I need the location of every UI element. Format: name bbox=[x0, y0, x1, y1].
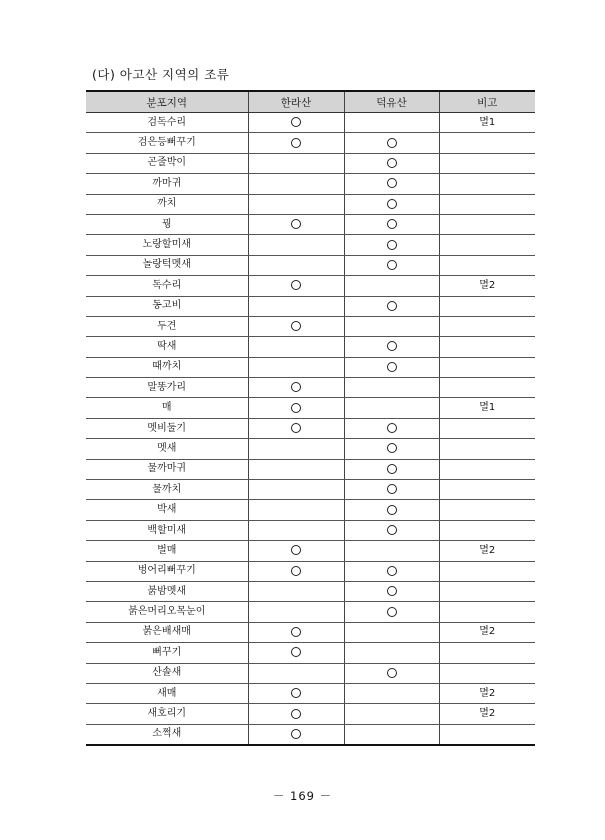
bird-name-cell: 멧비둘기 bbox=[86, 418, 248, 438]
remarks-cell bbox=[439, 520, 535, 540]
hallasan-cell bbox=[248, 663, 344, 683]
table-header-row bbox=[86, 91, 535, 113]
bird-distribution-table bbox=[86, 90, 535, 746]
remarks-cell bbox=[439, 581, 535, 601]
deogyusan-cell bbox=[344, 337, 439, 357]
bird-name-cell: 뻐꾸기 bbox=[86, 643, 248, 663]
table-row bbox=[86, 541, 535, 561]
remarks-cell: 멸1 bbox=[439, 113, 535, 133]
table-row bbox=[86, 480, 535, 500]
table-row bbox=[86, 255, 535, 275]
remarks-cell: 멸2 bbox=[439, 276, 535, 296]
header-deogyusan: 덕유산 bbox=[344, 91, 439, 113]
table-row bbox=[86, 378, 535, 398]
deogyusan-cell bbox=[344, 500, 439, 520]
presence-mark bbox=[291, 403, 301, 413]
remarks-cell bbox=[439, 214, 535, 234]
table-row bbox=[86, 459, 535, 479]
presence-mark bbox=[291, 566, 301, 576]
hallasan-cell bbox=[248, 296, 344, 316]
remarks-cell bbox=[439, 133, 535, 153]
table-row bbox=[86, 683, 535, 703]
table-row bbox=[86, 113, 535, 133]
deogyusan-cell bbox=[344, 561, 439, 581]
bird-name-cell: 곤줄박이 bbox=[86, 153, 248, 173]
presence-mark bbox=[387, 178, 397, 188]
presence-mark bbox=[291, 219, 301, 229]
hallasan-cell bbox=[248, 194, 344, 214]
presence-mark bbox=[291, 688, 301, 698]
bird-name-cell: 검독수리 bbox=[86, 113, 248, 133]
deogyusan-cell bbox=[344, 520, 439, 540]
table-row bbox=[86, 418, 535, 438]
remarks-cell: 멸2 bbox=[439, 704, 535, 724]
bird-name-cell: 백할미새 bbox=[86, 520, 248, 540]
table-row bbox=[86, 500, 535, 520]
remarks-cell bbox=[439, 337, 535, 357]
presence-mark bbox=[387, 423, 397, 433]
deogyusan-cell bbox=[344, 194, 439, 214]
presence-mark bbox=[291, 709, 301, 719]
hallasan-cell bbox=[248, 622, 344, 642]
remarks-cell bbox=[439, 174, 535, 194]
hallasan-cell bbox=[248, 439, 344, 459]
bird-name-cell: 벙어리뻐꾸기 bbox=[86, 561, 248, 581]
deogyusan-cell bbox=[344, 296, 439, 316]
bird-name-cell: 물까치 bbox=[86, 480, 248, 500]
table-row bbox=[86, 704, 535, 724]
remarks-cell bbox=[439, 500, 535, 520]
table-row bbox=[86, 316, 535, 336]
deogyusan-cell bbox=[344, 683, 439, 703]
presence-mark bbox=[387, 362, 397, 372]
deogyusan-cell bbox=[344, 276, 439, 296]
bird-name-cell: 붉밤멧새 bbox=[86, 581, 248, 601]
hallasan-cell bbox=[248, 541, 344, 561]
presence-mark bbox=[387, 443, 397, 453]
bird-name-cell: 동고비 bbox=[86, 296, 248, 316]
deogyusan-cell bbox=[344, 541, 439, 561]
deogyusan-cell bbox=[344, 459, 439, 479]
bird-name-cell: 새매 bbox=[86, 683, 248, 703]
remarks-cell bbox=[439, 480, 535, 500]
table-row bbox=[86, 663, 535, 683]
hallasan-cell bbox=[248, 418, 344, 438]
table-row bbox=[86, 602, 535, 622]
deogyusan-cell bbox=[344, 214, 439, 234]
bird-name-cell: 두견 bbox=[86, 316, 248, 336]
presence-mark bbox=[387, 566, 397, 576]
bird-name-cell: 노랑할미새 bbox=[86, 235, 248, 255]
hallasan-cell bbox=[248, 357, 344, 377]
bird-name-cell: 독수리 bbox=[86, 276, 248, 296]
presence-mark bbox=[387, 484, 397, 494]
bird-name-cell: 놀랑턱멧새 bbox=[86, 255, 248, 275]
hallasan-cell bbox=[248, 255, 344, 275]
presence-mark bbox=[387, 607, 397, 617]
deogyusan-cell bbox=[344, 602, 439, 622]
presence-mark bbox=[291, 423, 301, 433]
hallasan-cell bbox=[248, 480, 344, 500]
bird-name-cell: 때까치 bbox=[86, 357, 248, 377]
bird-name-cell: 붉은머리오목눈이 bbox=[86, 602, 248, 622]
table-row bbox=[86, 133, 535, 153]
table-row bbox=[86, 194, 535, 214]
table-row bbox=[86, 643, 535, 663]
presence-mark bbox=[387, 219, 397, 229]
hallasan-cell bbox=[248, 276, 344, 296]
table-row bbox=[86, 235, 535, 255]
presence-mark bbox=[291, 729, 301, 739]
hallasan-cell bbox=[248, 235, 344, 255]
remarks-cell bbox=[439, 378, 535, 398]
hallasan-cell bbox=[248, 174, 344, 194]
bird-name-cell: 소쩍새 bbox=[86, 724, 248, 745]
table-row bbox=[86, 520, 535, 540]
table-row bbox=[86, 439, 535, 459]
remarks-cell bbox=[439, 602, 535, 622]
remarks-cell: 멸1 bbox=[439, 398, 535, 418]
presence-mark bbox=[387, 525, 397, 535]
presence-mark bbox=[387, 464, 397, 474]
table-row bbox=[86, 398, 535, 418]
presence-mark bbox=[291, 545, 301, 555]
deogyusan-cell bbox=[344, 480, 439, 500]
hallasan-cell bbox=[248, 113, 344, 133]
remarks-cell bbox=[439, 724, 535, 745]
presence-mark bbox=[387, 260, 397, 270]
presence-mark bbox=[387, 158, 397, 168]
table-row bbox=[86, 296, 535, 316]
presence-mark bbox=[291, 280, 301, 290]
deogyusan-cell bbox=[344, 643, 439, 663]
hallasan-cell bbox=[248, 500, 344, 520]
hallasan-cell bbox=[248, 316, 344, 336]
presence-mark bbox=[387, 505, 397, 515]
bird-name-cell: 멧새 bbox=[86, 439, 248, 459]
presence-mark bbox=[387, 668, 397, 678]
header-hallasan: 한라산 bbox=[248, 91, 344, 113]
deogyusan-cell bbox=[344, 113, 439, 133]
deogyusan-cell bbox=[344, 663, 439, 683]
hallasan-cell bbox=[248, 704, 344, 724]
table-row bbox=[86, 561, 535, 581]
bird-name-cell: 박새 bbox=[86, 500, 248, 520]
remarks-cell bbox=[439, 643, 535, 663]
remarks-cell bbox=[439, 194, 535, 214]
table-row bbox=[86, 622, 535, 642]
table-row bbox=[86, 174, 535, 194]
hallasan-cell bbox=[248, 133, 344, 153]
bird-name-cell: 붉은배새매 bbox=[86, 622, 248, 642]
table-row bbox=[86, 581, 535, 601]
deogyusan-cell bbox=[344, 174, 439, 194]
deogyusan-cell bbox=[344, 622, 439, 642]
remarks-cell bbox=[439, 153, 535, 173]
table-row bbox=[86, 214, 535, 234]
hallasan-cell bbox=[248, 520, 344, 540]
section-heading: (다) 아고산 지역의 조류 bbox=[92, 67, 230, 82]
remarks-cell bbox=[439, 296, 535, 316]
deogyusan-cell bbox=[344, 153, 439, 173]
presence-mark bbox=[291, 321, 301, 331]
remarks-cell bbox=[439, 255, 535, 275]
remarks-cell bbox=[439, 561, 535, 581]
presence-mark bbox=[387, 341, 397, 351]
deogyusan-cell bbox=[344, 378, 439, 398]
remarks-cell bbox=[439, 459, 535, 479]
hallasan-cell bbox=[248, 337, 344, 357]
hallasan-cell bbox=[248, 602, 344, 622]
hallasan-cell bbox=[248, 398, 344, 418]
deogyusan-cell bbox=[344, 357, 439, 377]
remarks-cell: 멸2 bbox=[439, 683, 535, 703]
deogyusan-cell bbox=[344, 133, 439, 153]
bird-name-cell: 말똥가리 bbox=[86, 378, 248, 398]
presence-mark bbox=[291, 138, 301, 148]
presence-mark bbox=[387, 586, 397, 596]
deogyusan-cell bbox=[344, 235, 439, 255]
table-row bbox=[86, 276, 535, 296]
remarks-cell bbox=[439, 439, 535, 459]
deogyusan-cell bbox=[344, 398, 439, 418]
deogyusan-cell bbox=[344, 724, 439, 745]
presence-mark bbox=[387, 199, 397, 209]
deogyusan-cell bbox=[344, 704, 439, 724]
bird-name-cell: 새호리기 bbox=[86, 704, 248, 724]
bird-name-cell: 매 bbox=[86, 398, 248, 418]
table-row bbox=[86, 337, 535, 357]
presence-mark bbox=[387, 138, 397, 148]
table-row bbox=[86, 724, 535, 745]
bird-name-cell: 벌매 bbox=[86, 541, 248, 561]
bird-name-cell: 검은등뻐꾸기 bbox=[86, 133, 248, 153]
deogyusan-cell bbox=[344, 418, 439, 438]
presence-mark bbox=[291, 117, 301, 127]
remarks-cell bbox=[439, 235, 535, 255]
hallasan-cell bbox=[248, 153, 344, 173]
table-row bbox=[86, 357, 535, 377]
remarks-cell bbox=[439, 316, 535, 336]
presence-mark bbox=[291, 647, 301, 657]
bird-name-cell: 딱새 bbox=[86, 337, 248, 357]
remarks-cell bbox=[439, 357, 535, 377]
bird-name-cell: 꿩 bbox=[86, 214, 248, 234]
bird-name-cell: 까마귀 bbox=[86, 174, 248, 194]
hallasan-cell bbox=[248, 459, 344, 479]
hallasan-cell bbox=[248, 214, 344, 234]
table-row bbox=[86, 153, 535, 173]
remarks-cell: 멸2 bbox=[439, 541, 535, 561]
hallasan-cell bbox=[248, 378, 344, 398]
header-remarks: 비고 bbox=[439, 91, 535, 113]
hallasan-cell bbox=[248, 581, 344, 601]
deogyusan-cell bbox=[344, 316, 439, 336]
hallasan-cell bbox=[248, 724, 344, 745]
bird-name-cell: 물까마귀 bbox=[86, 459, 248, 479]
hallasan-cell bbox=[248, 561, 344, 581]
presence-mark bbox=[387, 240, 397, 250]
bird-name-cell: 까치 bbox=[86, 194, 248, 214]
bird-name-cell: 산솔새 bbox=[86, 663, 248, 683]
hallasan-cell bbox=[248, 643, 344, 663]
deogyusan-cell bbox=[344, 581, 439, 601]
remarks-cell: 멸2 bbox=[439, 622, 535, 642]
presence-mark bbox=[291, 382, 301, 392]
presence-mark bbox=[291, 627, 301, 637]
remarks-cell bbox=[439, 418, 535, 438]
hallasan-cell bbox=[248, 683, 344, 703]
remarks-cell bbox=[439, 663, 535, 683]
deogyusan-cell bbox=[344, 439, 439, 459]
page-number: － 169 － bbox=[272, 789, 333, 803]
deogyusan-cell bbox=[344, 255, 439, 275]
presence-mark bbox=[387, 301, 397, 311]
header-distribution-area: 분포지역 bbox=[86, 91, 248, 113]
